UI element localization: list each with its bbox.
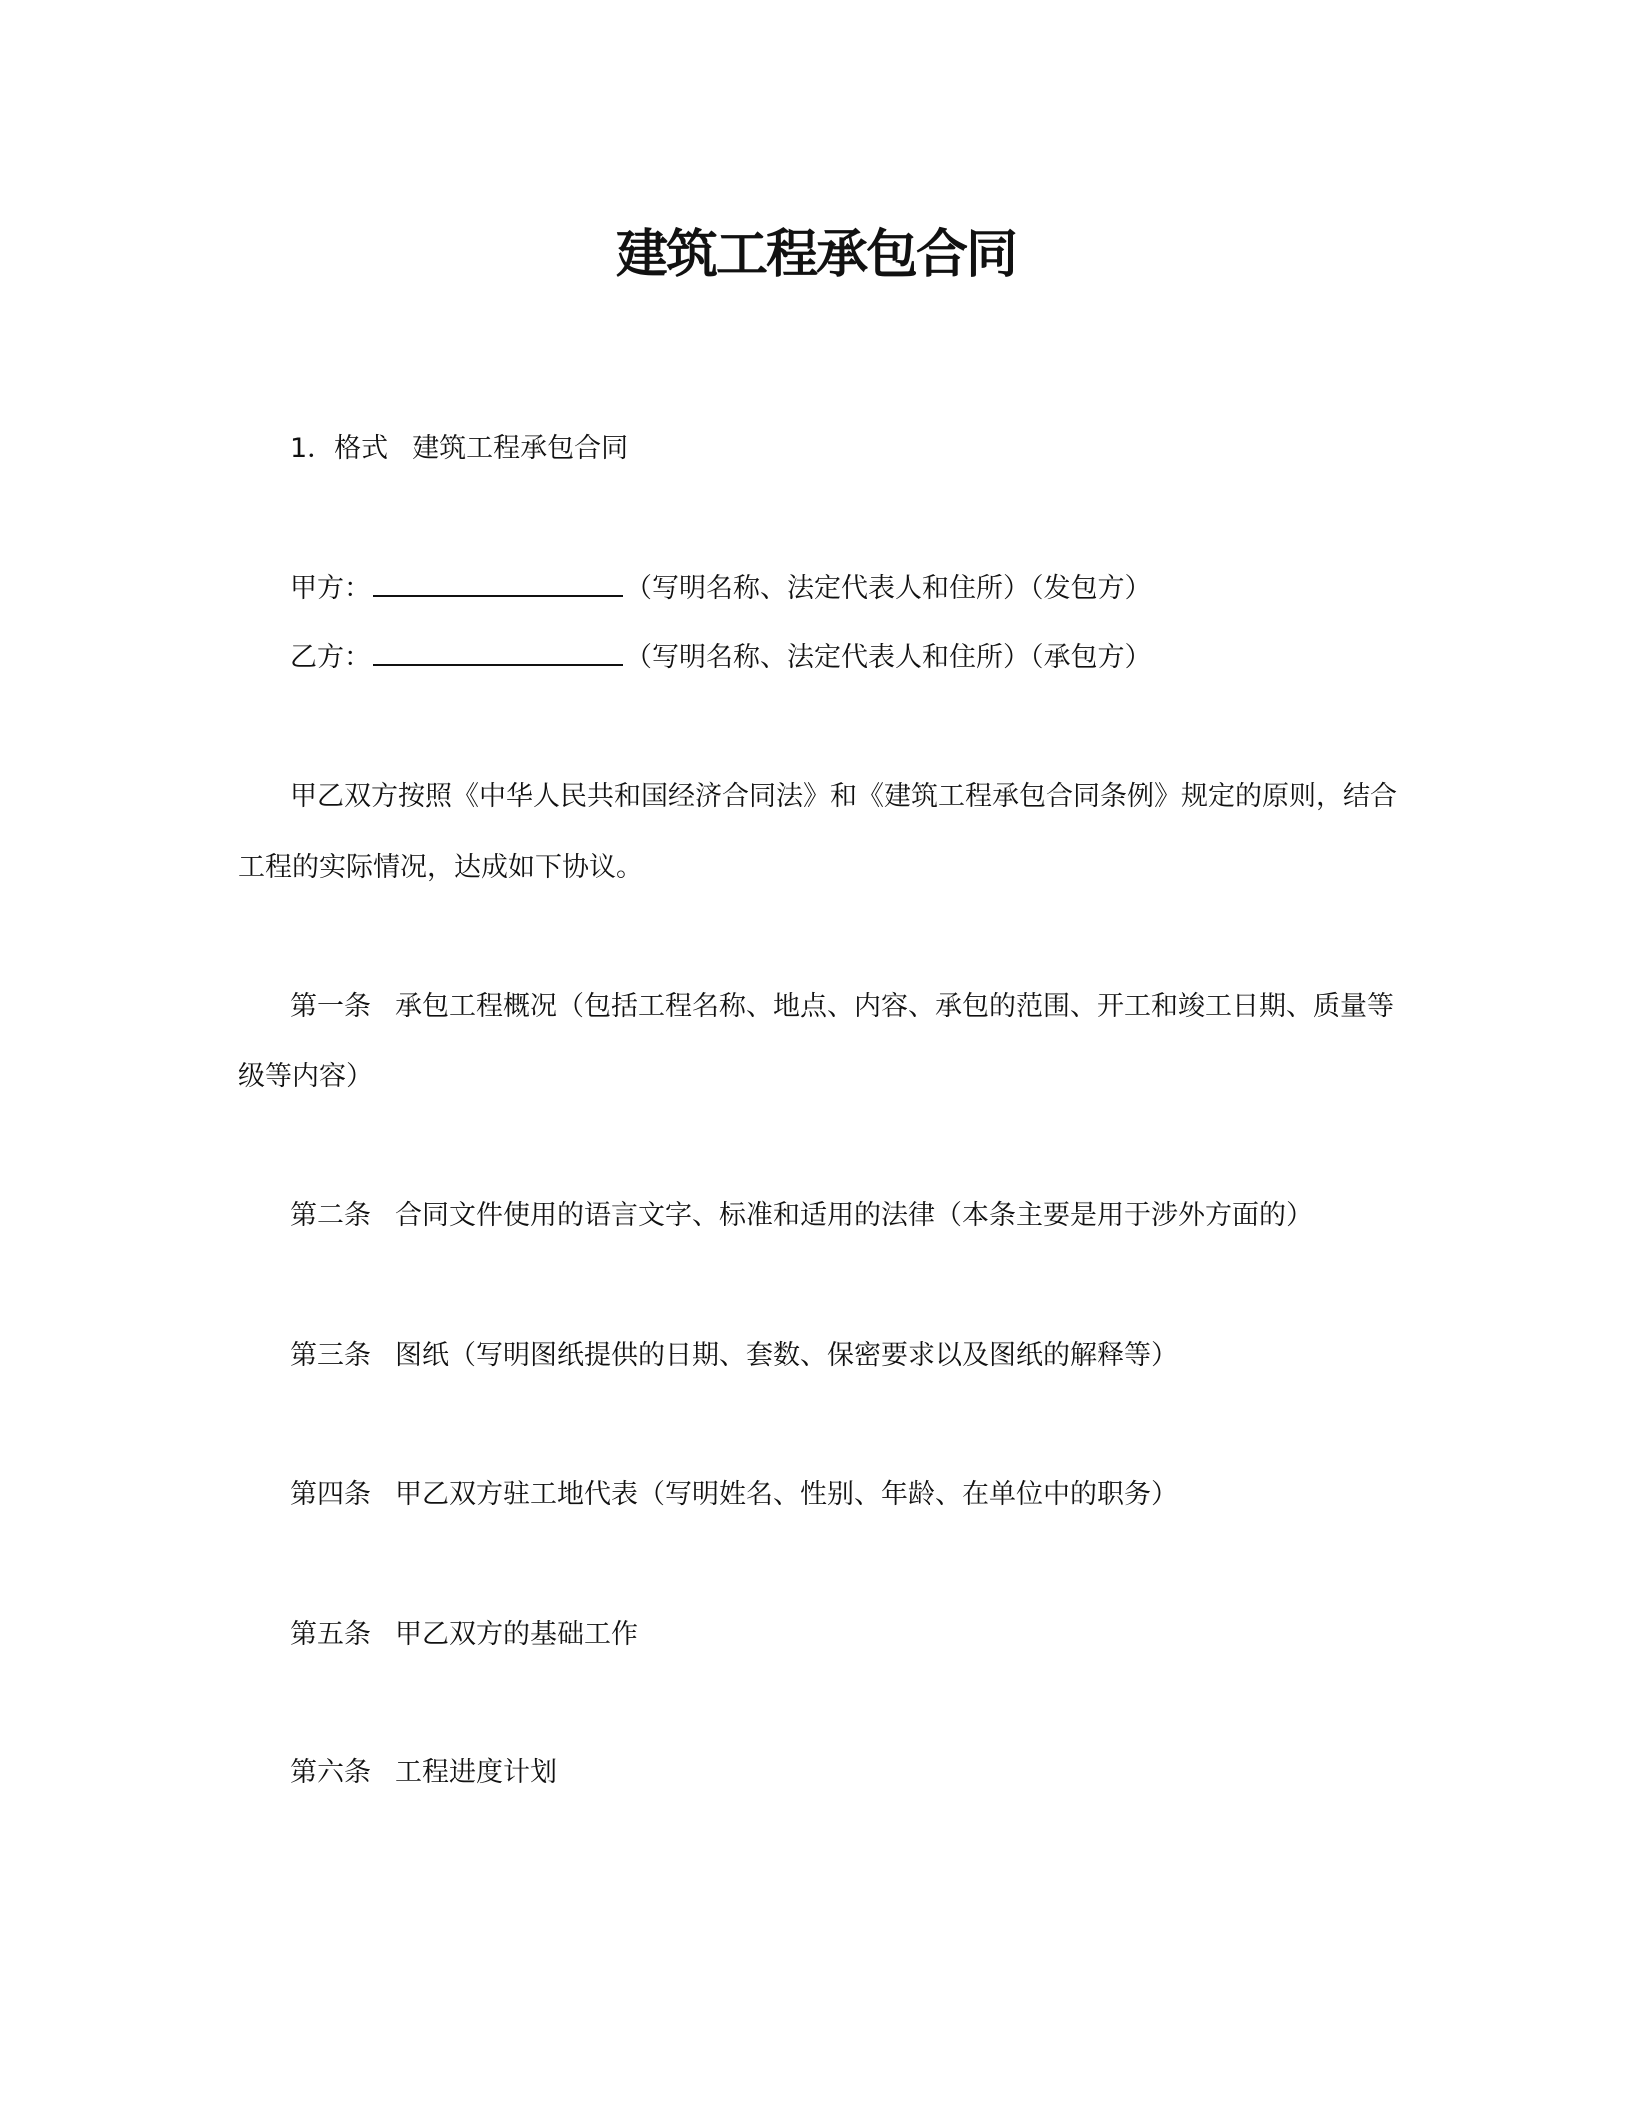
article-text: 合同文件使用的语言文字、标准和适用的法律（本条主要是用于涉外方面的） (395, 1200, 1313, 1231)
party-b-line (290, 640, 1152, 675)
article-5 (290, 1618, 638, 1652)
article-text: 承包工程概况（包括工程名称、地点、内容、承包的范围、开工和竣工日期、质量等 (395, 991, 1394, 1022)
article-text: 甲乙双方驻工地代表（写明姓名、性别、年龄、在单位中的职务） (395, 1479, 1178, 1510)
article-text: 工程进度计划 (395, 1757, 557, 1788)
article-1-cont: 级等内容） (238, 1061, 373, 1092)
article-label: 第一条 (290, 991, 371, 1022)
article-label: 第五条 (290, 1619, 371, 1650)
article-3 (290, 1339, 1178, 1373)
article-text: 图纸（写明图纸提供的日期、套数、保密要求以及图纸的解释等） (395, 1340, 1178, 1371)
format-line (290, 432, 628, 466)
article-2 (290, 1199, 1313, 1233)
party-a-line (290, 571, 1152, 606)
article-1 (290, 990, 1394, 1024)
article-label: 第三条 (290, 1340, 371, 1371)
article-label: 第二条 (290, 1200, 371, 1231)
party-a-label: 甲方： (290, 573, 371, 604)
party-b-label: 乙方： (290, 642, 371, 673)
article-6 (290, 1756, 557, 1790)
format-number: 1．格式 (290, 433, 389, 464)
article-text: 甲乙双方的基础工作 (395, 1619, 638, 1650)
format-text: 建筑工程承包合同 (412, 433, 629, 464)
article-label: 第四条 (290, 1479, 371, 1510)
preamble-line-2: 工程的实际情况，达成如下协议。 (238, 852, 643, 883)
preamble-line-1: 甲乙双方按照《中华人民共和国经济合同法》和《建筑工程承包合同条例》规定的原则，结合 (290, 781, 1397, 812)
party-b-blank[interactable] (373, 640, 623, 666)
party-a-note: （写明名称、法定代表人和住所）（发包方） (625, 573, 1152, 604)
article-4 (290, 1478, 1178, 1512)
party-b-note: （写明名称、法定代表人和住所）（承包方） (625, 642, 1152, 673)
document-title: 建筑工程承包合同 (615, 225, 1016, 285)
party-a-blank[interactable] (373, 571, 623, 597)
article-label: 第六条 (290, 1757, 371, 1788)
